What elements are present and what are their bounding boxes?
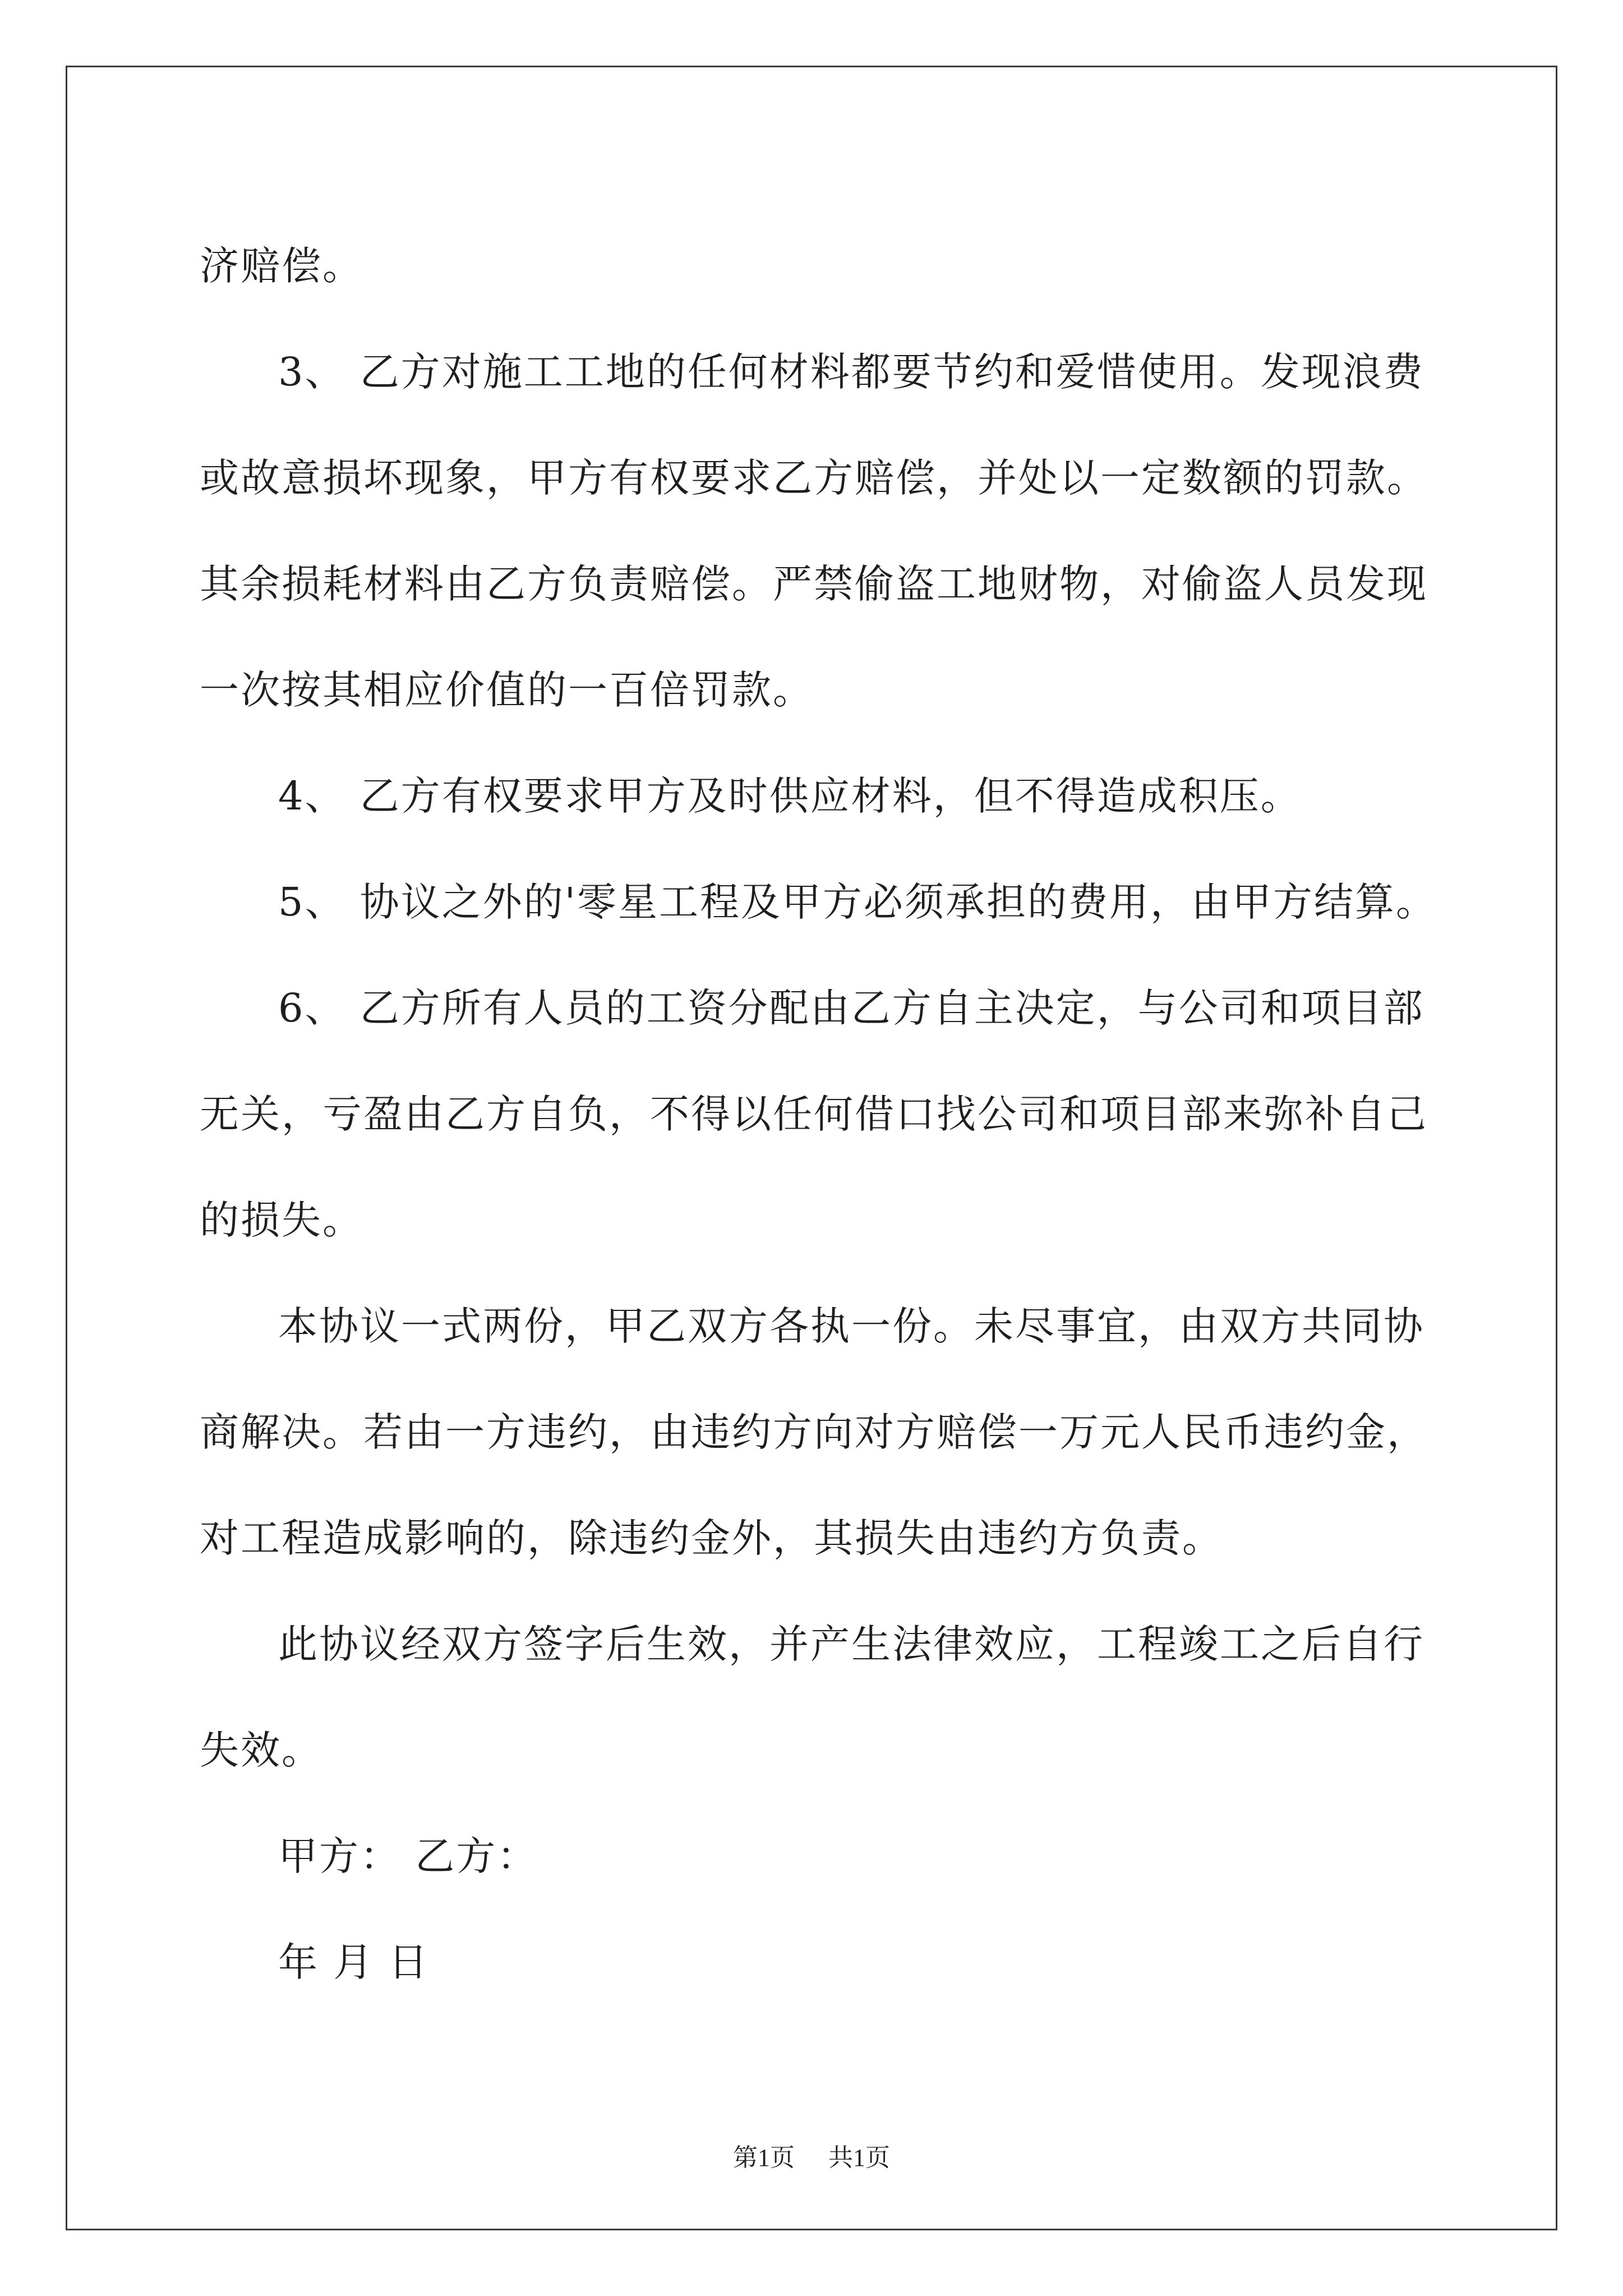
text-line: 其余损耗材料由乙方负责赔偿。严禁偷盗工地财物，对偷盗人员发现 [200,561,1428,607]
text-line: 对工程造成影响的，除违约金外，其损失由违约方负责。 [200,1515,1223,1561]
text-line: 此协议经双方签字后生效，并产生法律效应，工程竣工之后自行 [278,1621,1424,1667]
text-line: 本协议一式两份，甲乙双方各执一份。未尽事宜，由双方共同协 [278,1303,1424,1349]
text-line: 无关，亏盈由乙方自负，不得以任何借口找公司和项目部来弥补自己 [200,1091,1428,1137]
page-footer [0,2137,1623,2173]
text-line: 5、 协议之外的'零星工程及甲方必须承担的费用，由甲方结算。 [278,879,1437,925]
text-line: 失效。 [200,1727,322,1773]
text-line: 商解决。若由一方违约，由违约方向对方赔偿一万元人民币违约金， [200,1409,1428,1455]
document-body [200,213,1445,2016]
signature-line: 甲方： 乙方： [278,1833,538,1879]
text-line: 的损失。 [200,1197,363,1243]
text-line: 6、 乙方所有人员的工资分配由乙方自主决定，与公司和项目部 [278,985,1424,1031]
date-line: 年 月 日 [278,1939,430,1985]
page-number-current: 第1页 [733,2144,795,2171]
text-line: 一次按其相应价值的一百倍罚款。 [200,667,814,713]
text-line: 4、 乙方有权要求甲方及时供应材料，但不得造成积压。 [278,773,1302,819]
text-line: 或故意损坏现象，甲方有权要求乙方赔偿，并处以一定数额的罚款。 [200,455,1428,501]
page-number-total: 共1页 [828,2144,890,2171]
text-line: 3、 乙方对施工工地的任何材料都要节约和爱惜使用。发现浪费 [278,349,1424,395]
text-line: 济赔偿。 [200,243,363,289]
